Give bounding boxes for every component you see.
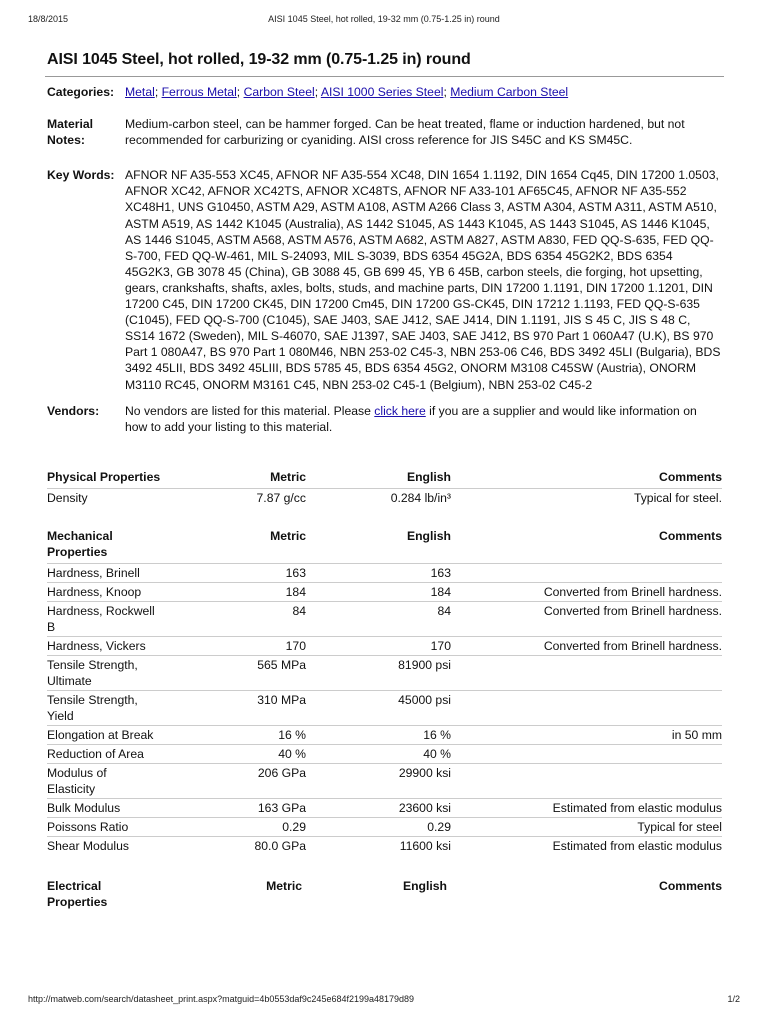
- english-column-header: English: [406, 528, 451, 543]
- mechanical-properties-table: [47, 528, 722, 855]
- property-name: Bulk Modulus: [47, 798, 161, 817]
- english-value: 45000 psi: [306, 690, 451, 725]
- metric-value: 80.0 GPa: [161, 836, 306, 855]
- table-row: [47, 798, 722, 817]
- metric-value: 565 MPa: [161, 655, 306, 690]
- table-row: [47, 655, 722, 690]
- metric-value: 84: [161, 601, 306, 636]
- datasheet: [47, 50, 722, 913]
- comment-text: [451, 563, 722, 582]
- english-value: 170: [306, 636, 451, 655]
- physical-rows: [47, 488, 722, 507]
- english-value: 23600 ksi: [306, 798, 451, 817]
- english-column-header: English: [406, 469, 451, 484]
- metric-value: 7.87 g/cc: [161, 488, 306, 507]
- print-date: 18/8/2015: [28, 14, 69, 24]
- key-words-row: [47, 167, 722, 392]
- category-separator: ;: [443, 85, 451, 99]
- comment-text: [451, 763, 722, 798]
- comment-text: Converted from Brinell hardness.: [451, 636, 722, 655]
- metric-value: 163: [161, 563, 306, 582]
- category-link[interactable]: Medium Carbon Steel: [450, 85, 569, 99]
- english-value: 81900 psi: [306, 655, 451, 690]
- english-value: 163: [306, 563, 451, 582]
- material-notes-row: [47, 116, 722, 148]
- electrical-properties-heading: Electrical Properties: [47, 878, 108, 909]
- english-column-header: English: [402, 878, 447, 893]
- comment-text: [451, 744, 722, 763]
- electrical-header-row: [47, 878, 722, 913]
- table-row: [47, 744, 722, 763]
- property-name: Modulus of Elasticity: [47, 763, 161, 798]
- material-notes-label-line1: Material: [47, 117, 94, 132]
- property-name: Density: [47, 488, 161, 507]
- electrical-properties-table: [47, 878, 722, 913]
- vendors-row: [47, 403, 722, 435]
- english-value: 0.284 lb/in³: [306, 488, 451, 507]
- category-link[interactable]: Ferrous Metal: [161, 85, 237, 99]
- comments-column-header: Comments: [659, 528, 722, 543]
- table-row: [47, 725, 722, 744]
- vendors-text-after: if you are a supplier and would like information on how to add your listing to this material.: [125, 403, 697, 434]
- property-name: Hardness, Vickers: [47, 636, 161, 655]
- vendors-label: Vendors:: [47, 403, 100, 418]
- physical-properties-table: [47, 469, 722, 507]
- property-name: Poissons Ratio: [47, 817, 161, 836]
- property-name: Elongation at Break: [47, 725, 161, 744]
- metric-value: 16 %: [161, 725, 306, 744]
- table-row: [47, 763, 722, 798]
- table-row: [47, 488, 722, 507]
- comment-text: Estimated from elastic modulus: [451, 798, 722, 817]
- category-separator: ;: [314, 85, 321, 99]
- page-title: AISI 1045 Steel, hot rolled, 19-32 mm (0.75-1.25 in) round: [47, 51, 471, 68]
- material-notes-text: Medium-carbon steel, can be hammer forged. Can be heat treated, flame or induction hardened, but not recommended for carburizing or cyaniding. AISI cross reference for JIS S45C and KS SM45C.: [125, 117, 685, 148]
- comment-text: [451, 655, 722, 690]
- comment-text: Typical for steel: [451, 817, 722, 836]
- property-name: Tensile Strength, Ultimate: [47, 655, 161, 690]
- table-row: [47, 690, 722, 725]
- metric-value: 310 MPa: [161, 690, 306, 725]
- print-header: [28, 14, 740, 26]
- property-name: Hardness, Rockwell B: [47, 601, 161, 636]
- comments-column-header: Comments: [659, 878, 722, 893]
- vendors-text: [125, 403, 722, 435]
- mechanical-properties-heading: Mechanical Properties: [47, 528, 113, 559]
- metric-value: 40 %: [161, 744, 306, 763]
- property-name: Shear Modulus: [47, 836, 161, 855]
- categories-list: [125, 84, 722, 100]
- vendor-click-here-link[interactable]: click here: [374, 403, 426, 418]
- english-value: 11600 ksi: [306, 836, 451, 855]
- property-name: Reduction of Area: [47, 744, 161, 763]
- metric-value: 170: [161, 636, 306, 655]
- english-value: 0.29: [306, 817, 451, 836]
- english-value: 184: [306, 582, 451, 601]
- category-link[interactable]: Carbon Steel: [243, 85, 315, 99]
- comment-text: Typical for steel.: [451, 488, 722, 507]
- categories-label: Categories:: [47, 85, 115, 99]
- comment-text: in 50 mm: [451, 725, 722, 744]
- category-separator: ;: [154, 85, 162, 99]
- mechanical-header-row: [47, 528, 722, 564]
- category-link[interactable]: AISI 1000 Series Steel: [320, 85, 444, 99]
- metric-value: 163 GPa: [161, 798, 306, 817]
- physical-header-row: [47, 469, 722, 489]
- category-separator: ;: [236, 85, 244, 99]
- mechanical-rows: [47, 563, 722, 855]
- english-value: 16 %: [306, 725, 451, 744]
- english-value: 29900 ksi: [306, 763, 451, 798]
- metric-column-header: Metric: [266, 878, 302, 893]
- comment-text: Estimated from elastic modulus: [451, 836, 722, 855]
- table-row: [47, 582, 722, 601]
- english-value: 84: [306, 601, 451, 636]
- physical-properties-heading: Physical Properties: [47, 469, 161, 484]
- comment-text: Converted from Brinell hardness.: [451, 582, 722, 601]
- metric-value: 0.29: [161, 817, 306, 836]
- title-divider: [45, 76, 724, 77]
- table-row: [47, 563, 722, 582]
- table-row: [47, 836, 722, 855]
- key-words-label: Key Words:: [47, 168, 115, 183]
- table-row: [47, 636, 722, 655]
- material-notes-label: [47, 116, 125, 148]
- print-url: http://matweb.com/search/datasheet_print.aspx?matguid=4b0553daf9c245e684f2199a48179d89: [28, 994, 415, 1004]
- categories-row: [47, 84, 722, 100]
- metric-value: 184: [161, 582, 306, 601]
- material-notes-label-line2: Notes:: [47, 133, 85, 148]
- print-title: AISI 1045 Steel, hot rolled, 19-32 mm (0.75-1.25 in) round: [268, 14, 500, 24]
- table-row: [47, 601, 722, 636]
- page-number: 1/2: [727, 994, 740, 1004]
- metric-column-header: Metric: [270, 528, 306, 543]
- english-value: 40 %: [306, 744, 451, 763]
- property-name: Tensile Strength, Yield: [47, 690, 161, 725]
- category-link[interactable]: Metal: [125, 85, 155, 99]
- property-name: Hardness, Knoop: [47, 582, 161, 601]
- property-name: Hardness, Brinell: [47, 563, 161, 582]
- metric-value: 206 GPa: [161, 763, 306, 798]
- comments-column-header: Comments: [659, 469, 722, 484]
- comment-text: Converted from Brinell hardness.: [451, 601, 722, 636]
- metric-column-header: Metric: [270, 469, 306, 484]
- key-words-text: AFNOR NF A35-553 XC45, AFNOR NF A35-554 XC48, DIN 1654 1.1192, DIN 1654 Cq45, DIN 17200 1.0503, AFNOR XC42, AFNOR XC42TS, AFNOR XC48TS, AFNOR NF A33-101 AF65C45, AFNOR NF A35-552 XC48H1, UNS G10450, ASTM A29, ASTM A108, ASTM A266 Class 3, ASTM A304, ASTM A311, ASTM A510, ASTM A519, AS 1442 K1045 (Australia), AS 1442 S1045, AS 1443 K1045, AS 1443 S1045, AS 1446 K1045, AS 1446 S1045, ASTM A568, ASTM A576, ASTM A682, ASTM A827, ASTM A830, FED QQ-S-635, FED QQ-S-700, FED QQ-W-461, MIL S-24093, MIL S-3039, BDS 6354 45G2A, BDS 6354 45G2K2, BDS 6354 45G2K3, GB 3078 45 (China), GB 3088 45, GB 699 45, YB 6 45B, carbon steels, die forging, hot upsetting, gears, crankshafts, shafts, axles, bolts, studs, and machine parts, DIN 17200 1.1191, DIN 17200 1.1201, DIN 17200 C45, DIN 17200 CK45, DIN 17200 Cm45, DIN 17200 GS-CK45, DIN 17212 1.1193, FED QQ-S-635 (C1045), FED QQ-S-700 (C1045), SAE J403, SAE J412, SAE J414, DIN 1.1191, JIS S 45 C, JIS S 48 C, SS14 1672 (Sweden), MIL S-46070, SAE J1397, SAE J403, SAE J412, BS 970 Part 1 060A47 (U.K), BS 970 Part 1 080A47, BS 970 Part 1 080M46, NBN 253-02 C45-3, NBN 253-06 C46, BDS 3492 45LI (Bulgaria), BDS 3492 45LII, BDS 3492 45LIII, BDS 5785 45, BDS 6354 45G2, ONORM M3108 C45SW (Austria), ONORM M3110 RC45, ONORM M3161 C45, NBN 253-02 C45-1 (Belgium), NBN 253-02 C45-2: [125, 168, 721, 392]
- table-row: [47, 817, 722, 836]
- vendors-text-before: No vendors are listed for this material. Please: [125, 403, 375, 418]
- comment-text: [451, 690, 722, 725]
